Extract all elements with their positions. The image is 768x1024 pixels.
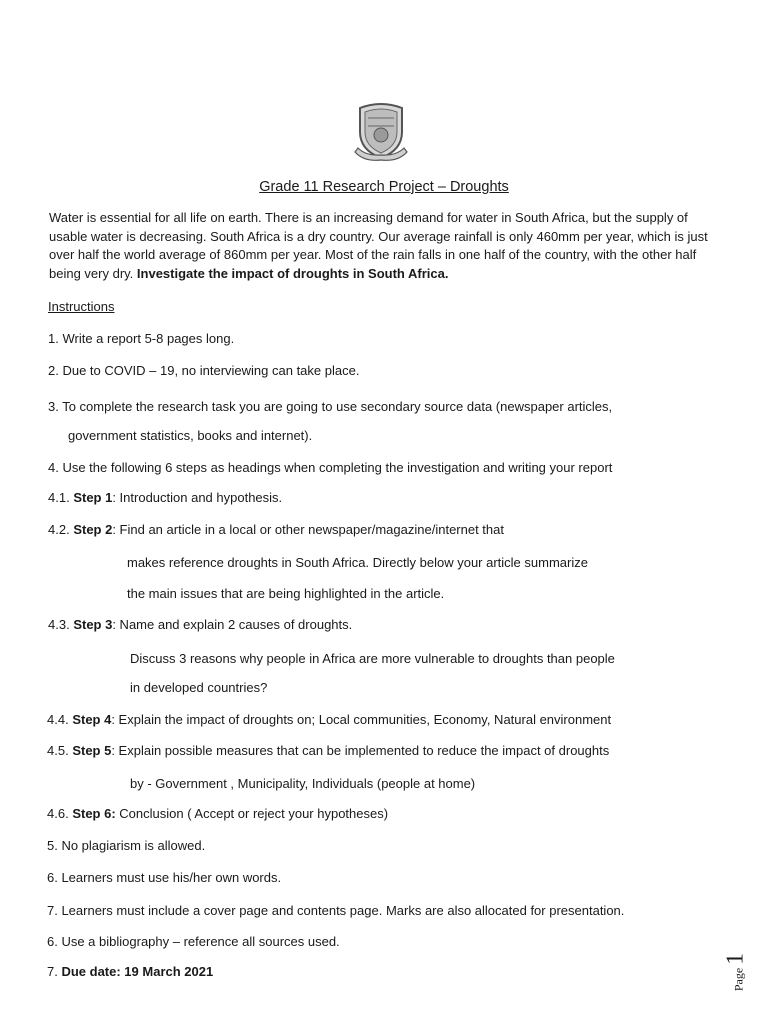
instruction-item: 6. Use a bibliography – reference all sources used. xyxy=(47,934,340,949)
step-text-continued: in developed countries? xyxy=(130,680,268,695)
step-item xyxy=(47,806,388,821)
due-date-text: Due date: 19 March 2021 xyxy=(61,964,214,979)
step-text-continued: makes reference droughts in South Africa. Directly below your article summarize xyxy=(127,555,588,570)
instruction-item: 1. Write a report 5-8 pages long. xyxy=(48,331,235,346)
instruction-item-continued: government statistics, books and internet). xyxy=(68,428,313,443)
step-label: Step 1 xyxy=(73,490,113,505)
step-text: : Explain the impact of droughts on; Local communities, Economy, Natural environment xyxy=(111,712,612,727)
step-text-continued: by - Government , Municipality, Individuals (people at home) xyxy=(130,776,476,791)
instruction-item: 5. No plagiarism is allowed. xyxy=(47,838,206,853)
step-number: 4.3. xyxy=(48,617,70,632)
step-text: : Find an article in a local or other newspaper/magazine/internet that xyxy=(112,522,504,537)
step-label: Step 2 xyxy=(73,522,113,537)
due-date-item xyxy=(47,964,213,979)
step-label: Step 5 xyxy=(72,743,112,758)
step-item xyxy=(48,522,504,537)
instruction-item: 4. Use the following 6 steps as headings when completing the investigation and writing your report xyxy=(48,460,613,475)
instruction-item: 6. Learners must use his/her own words. xyxy=(47,870,282,885)
school-crest-logo xyxy=(352,102,410,164)
step-text: : Explain possible measures that can be implemented to reduce the impact of droughts xyxy=(111,743,610,758)
step-text-continued: the main issues that are being highlighted in the article. xyxy=(127,586,445,601)
intro-paragraph xyxy=(49,209,709,283)
instructions-heading: Instructions xyxy=(48,299,115,314)
page-number-footer xyxy=(714,950,758,994)
page-title: Grade 11 Research Project – Droughts xyxy=(259,179,509,195)
instruction-item: 3. To complete the research task you are going to use secondary source data (newspaper articles, xyxy=(48,399,613,414)
step-number: 4.4. xyxy=(47,712,69,727)
step-text-continued: Discuss 3 reasons why people in Africa are more vulnerable to droughts than people xyxy=(130,651,615,666)
step-label: Step 3 xyxy=(73,617,113,632)
step-item xyxy=(47,743,609,758)
item-number: 7. xyxy=(47,964,58,979)
page-word: Page xyxy=(731,967,746,992)
step-label: Step 4 xyxy=(72,712,112,727)
step-number: 4.1. xyxy=(48,490,70,505)
page-number: 1 xyxy=(722,952,749,965)
step-text: : Introduction and hypothesis. xyxy=(112,490,283,505)
step-text: : Name and explain 2 causes of droughts. xyxy=(112,617,353,632)
intro-text: Water is essential for all life on earth. There is an increasing demand for water in South Africa, but the supply of usable water is decreasing. South Africa is a dry country. Our average rainfall is only 460mm per year, which is just over half the world average of 860mm per year. Most of the rain falls in one half of the country, with the other half being very dry. xyxy=(49,210,708,281)
step-number: 4.6. xyxy=(47,806,69,821)
step-item xyxy=(47,712,611,727)
step-number: 4.5. xyxy=(47,743,69,758)
instruction-item: 7. Learners must include a cover page and contents page. Marks are also allocated for presentation. xyxy=(47,903,625,918)
intro-bold-text: Investigate the impact of droughts in South Africa. xyxy=(136,265,449,281)
step-label: Step 6: xyxy=(72,806,116,821)
step-number: 4.2. xyxy=(48,522,70,537)
step-item xyxy=(48,490,282,505)
step-text: Conclusion ( Accept or reject your hypotheses) xyxy=(115,806,389,821)
instruction-item: 2. Due to COVID – 19, no interviewing can take place. xyxy=(48,363,360,378)
step-item xyxy=(48,617,352,632)
